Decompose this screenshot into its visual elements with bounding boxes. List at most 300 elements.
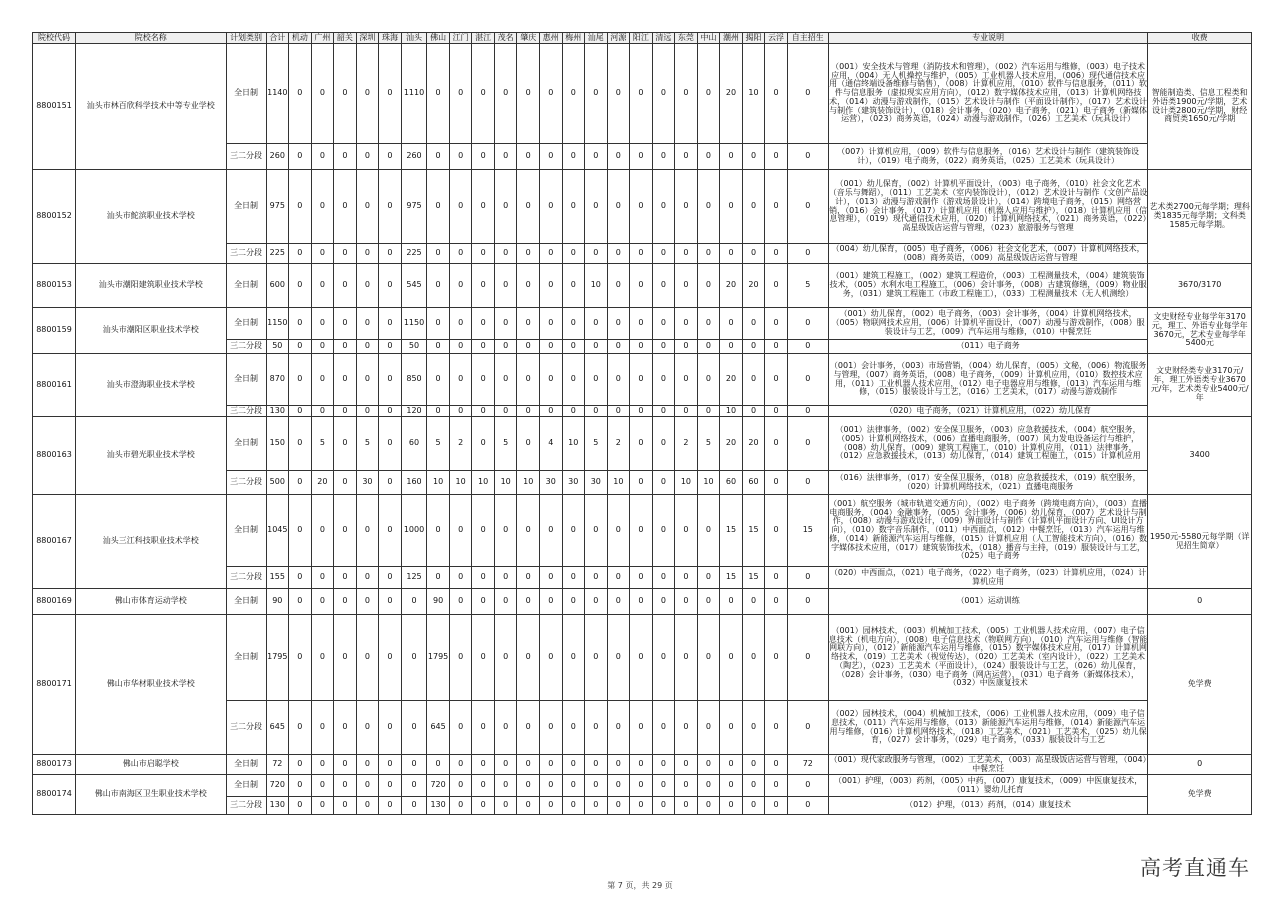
- plan-type: 全日制: [226, 264, 266, 308]
- quota-cell: 0: [494, 406, 517, 417]
- quota-cell: 0: [742, 589, 765, 615]
- quota-cell: 0: [585, 775, 608, 797]
- quota-cell: 0: [787, 170, 828, 244]
- quota-cell: 0: [379, 471, 402, 495]
- column-header: 机动: [289, 33, 312, 44]
- quota-cell: 0: [787, 701, 828, 755]
- quota-cell: 10: [697, 471, 720, 495]
- quota-cell: 10: [607, 471, 630, 495]
- quota-cell: 30: [356, 471, 379, 495]
- quota-cell: 0: [720, 797, 743, 815]
- quota-cell: 0: [652, 567, 675, 589]
- quota-cell: 0: [311, 340, 334, 354]
- page-footer: 第 7 页，共 29 页: [607, 881, 673, 890]
- quota-cell: 0: [379, 701, 402, 755]
- quota-cell: 130: [427, 797, 450, 815]
- quota-cell: 0: [494, 170, 517, 244]
- plan-type: 三二分段: [226, 701, 266, 755]
- quota-cell: 0: [356, 406, 379, 417]
- quota-cell: 0: [334, 144, 357, 170]
- quota-cell: 0: [334, 308, 357, 340]
- quota-cell: 0: [517, 406, 540, 417]
- quota-cell: 0: [289, 144, 312, 170]
- quota-cell: 0: [379, 775, 402, 797]
- major-description: （020）中西面点，（021）电子商务，（022）电子商务，（023）计算机应用，（024）计算机应用: [828, 567, 1148, 589]
- column-header: 佛山: [427, 33, 450, 44]
- quota-cell: 0: [334, 589, 357, 615]
- quota-cell: 0: [675, 244, 698, 264]
- quota-cell: 0: [630, 417, 653, 471]
- major-description: （001）护理，（003）药剂，（005）中药，（007）康复技术，（009）中医康复技术，（011）婴幼儿托育: [828, 775, 1148, 797]
- quota-cell: 0: [607, 495, 630, 567]
- quota-cell: 0: [449, 340, 472, 354]
- quota-cell: 5: [311, 417, 334, 471]
- quota-cell: 0: [652, 406, 675, 417]
- quota-cell: 0: [379, 44, 402, 144]
- school-name: 汕头市林百欣科学技术中等专业学校: [76, 44, 227, 170]
- quota-cell: 0: [494, 144, 517, 170]
- quota-cell: 0: [334, 264, 357, 308]
- quota-cell: 0: [652, 170, 675, 244]
- quota-cell: 0: [379, 144, 402, 170]
- school-code: 8800161: [33, 354, 76, 417]
- quota-cell: 0: [652, 244, 675, 264]
- quota-cell: 0: [494, 495, 517, 567]
- quota-cell: 0: [472, 354, 495, 406]
- quota-cell: 0: [562, 797, 585, 815]
- quota-cell: 0: [311, 354, 334, 406]
- quota-cell: 0: [765, 308, 788, 340]
- quota-cell: 0: [356, 44, 379, 144]
- quota-cell: 0: [334, 417, 357, 471]
- major-description: （001）建筑工程施工，（002）建筑工程造价，（003）工程测量技术，（004）建筑装饰技术，（005）水利水电工程施工，（006）会计事务，（008）古建筑修缮，（009）物业服务，（031）建筑工程施工（市政工程施工），（033）工程测量技术（无人机测绘）: [828, 264, 1148, 308]
- quota-cell: 0: [334, 701, 357, 755]
- quota-cell: 0: [472, 589, 495, 615]
- major-description: （001）园林技术，（003）机械加工技术，（005）工业机器人技术应用，（007）电子信息技术（机电方向），（008）电子信息技术（物联网方向），（010）汽车运用与维修（智能网联方向），（012）新能源汽车运用与维修，（015）数字媒体技术应用，（017）计算机网络技术，（019）工艺美术（视觉传达），（020）工艺美术（室内设计），（022）工艺美术（陶艺），（023）工艺美术（平面设计），（024）服装设计与工艺，（026）幼儿保育，（028）会计事务，（030）电子商务（网店运营），（031）电子商务（新媒体技术），（032）中医康复技术: [828, 615, 1148, 701]
- quota-cell: 0: [334, 340, 357, 354]
- quota-cell: 0: [562, 406, 585, 417]
- quota-cell: 0: [562, 615, 585, 701]
- quota-cell: 0: [379, 340, 402, 354]
- quota-cell: 0: [472, 264, 495, 308]
- quota-cell: 15: [720, 567, 743, 589]
- quota-cell: 0: [562, 701, 585, 755]
- quota-cell: 0: [334, 495, 357, 567]
- quota-cell: 0: [494, 244, 517, 264]
- quota-cell: 0: [379, 406, 402, 417]
- quota-cell: 0: [289, 589, 312, 615]
- quota-cell: 0: [675, 495, 698, 567]
- quota-cell: 0: [472, 44, 495, 144]
- table-row: [33, 417, 1252, 471]
- table-row: [33, 354, 1252, 406]
- quota-cell: 15: [742, 495, 765, 567]
- quota-cell: 0: [652, 340, 675, 354]
- column-header: 梅州: [562, 33, 585, 44]
- quota-cell: 0: [765, 244, 788, 264]
- tuition-fee: 智能制造类、信息工程类和外语类1900元/学期，艺术设计类2800元/学期，财经商贸类1650元/学期: [1148, 44, 1252, 170]
- quota-cell: 130: [266, 797, 289, 815]
- quota-cell: 0: [742, 755, 765, 775]
- quota-cell: 0: [517, 44, 540, 144]
- plan-type: 全日制: [226, 308, 266, 340]
- quota-cell: 20: [720, 417, 743, 471]
- school-name: 佛山市体育运动学校: [76, 589, 227, 615]
- quota-cell: 0: [697, 144, 720, 170]
- quota-cell: 0: [356, 308, 379, 340]
- quota-cell: 0: [427, 340, 450, 354]
- quota-cell: 0: [630, 615, 653, 701]
- quota-cell: 720: [266, 775, 289, 797]
- quota-cell: 0: [427, 406, 450, 417]
- quota-cell: 0: [356, 170, 379, 244]
- quota-cell: 0: [697, 615, 720, 701]
- quota-cell: 5: [697, 417, 720, 471]
- quota-cell: 20: [311, 471, 334, 495]
- quota-cell: 0: [630, 701, 653, 755]
- school-name: 汕头市澄海职业技术学校: [76, 354, 227, 417]
- quota-cell: 0: [585, 615, 608, 701]
- quota-cell: 0: [765, 354, 788, 406]
- quota-cell: 0: [607, 567, 630, 589]
- plan-type: 三二分段: [226, 797, 266, 815]
- quota-cell: 0: [720, 244, 743, 264]
- quota-cell: 0: [472, 495, 495, 567]
- quota-cell: 0: [401, 589, 427, 615]
- quota-cell: 0: [289, 471, 312, 495]
- quota-cell: 0: [311, 567, 334, 589]
- quota-cell: 72: [266, 755, 289, 775]
- column-header: 惠州: [539, 33, 562, 44]
- quota-cell: 0: [562, 340, 585, 354]
- school-code: 8800173: [33, 755, 76, 775]
- quota-cell: 0: [607, 615, 630, 701]
- quota-cell: 0: [585, 170, 608, 244]
- column-header: 江门: [449, 33, 472, 44]
- quota-cell: 0: [607, 797, 630, 815]
- quota-cell: 15: [742, 567, 765, 589]
- quota-cell: 870: [266, 354, 289, 406]
- quota-cell: 0: [675, 354, 698, 406]
- quota-cell: 0: [697, 244, 720, 264]
- plan-type: 全日制: [226, 417, 266, 471]
- quota-cell: 0: [356, 567, 379, 589]
- quota-cell: 0: [607, 264, 630, 308]
- quota-cell: 0: [311, 755, 334, 775]
- quota-cell: 20: [720, 354, 743, 406]
- quota-cell: 0: [289, 797, 312, 815]
- quota-cell: 600: [266, 264, 289, 308]
- quota-cell: 0: [289, 170, 312, 244]
- quota-cell: 0: [697, 308, 720, 340]
- quota-cell: 0: [720, 340, 743, 354]
- quota-cell: 0: [742, 701, 765, 755]
- quota-cell: 0: [585, 495, 608, 567]
- quota-cell: 0: [652, 775, 675, 797]
- quota-cell: 0: [472, 755, 495, 775]
- quota-cell: 120: [401, 406, 427, 417]
- quota-cell: 10: [472, 471, 495, 495]
- quota-cell: 0: [652, 144, 675, 170]
- major-description: （002）园林技术，（004）机械加工技术，（006）工业机器人技术应用，（009）电子信息技术，（011）汽车运用与维修，（013）新能源汽车运用与维修，（014）新能源汽车运用与维修，（016）计算机网络技术，（018）工艺美术，（021）工艺美术，（025）幼儿保育，（027）会计事务，（029）电子商务，（033）服装设计与工艺: [828, 701, 1148, 755]
- major-description: （007）计算机应用，（009）软件与信息服务，（016）艺术设计与制作（建筑装饰设计），（019）电子商务，（022）商务英语，（025）工艺美术（玩具设计）: [828, 144, 1148, 170]
- school-code: 8800171: [33, 615, 76, 755]
- quota-cell: 0: [652, 44, 675, 144]
- school-name: 佛山市南海区卫生职业技术学校: [76, 775, 227, 815]
- quota-cell: 160: [401, 471, 427, 495]
- quota-cell: 0: [787, 615, 828, 701]
- quota-cell: 90: [266, 589, 289, 615]
- quota-cell: 0: [539, 170, 562, 244]
- quota-cell: 0: [379, 755, 402, 775]
- quota-cell: 0: [289, 406, 312, 417]
- quota-cell: 0: [787, 797, 828, 815]
- quota-cell: 0: [652, 354, 675, 406]
- quota-cell: 0: [630, 354, 653, 406]
- quota-cell: 30: [539, 471, 562, 495]
- quota-cell: 0: [585, 701, 608, 755]
- quota-cell: 0: [720, 755, 743, 775]
- column-header: 河源: [607, 33, 630, 44]
- quota-cell: 0: [379, 417, 402, 471]
- school-code: 8800163: [33, 417, 76, 495]
- school-name: 汕头市潮阳区职业技术学校: [76, 308, 227, 354]
- quota-cell: 0: [630, 264, 653, 308]
- quota-cell: 0: [697, 406, 720, 417]
- quota-cell: 0: [311, 244, 334, 264]
- quota-cell: 0: [697, 775, 720, 797]
- quota-cell: 0: [585, 406, 608, 417]
- quota-cell: 850: [401, 354, 427, 406]
- quota-cell: 60: [742, 471, 765, 495]
- quota-cell: 0: [630, 495, 653, 567]
- quota-cell: 0: [494, 797, 517, 815]
- quota-cell: 0: [697, 755, 720, 775]
- quota-cell: 0: [494, 701, 517, 755]
- quota-cell: 0: [517, 701, 540, 755]
- quota-cell: 0: [720, 308, 743, 340]
- quota-cell: 0: [427, 170, 450, 244]
- column-header: 清远: [652, 33, 675, 44]
- quota-cell: 0: [630, 170, 653, 244]
- quota-cell: 0: [585, 340, 608, 354]
- quota-cell: 0: [585, 44, 608, 144]
- quota-cell: 0: [427, 567, 450, 589]
- quota-cell: 0: [289, 244, 312, 264]
- quota-cell: 0: [311, 797, 334, 815]
- quota-cell: 0: [652, 417, 675, 471]
- quota-cell: 0: [334, 775, 357, 797]
- quota-cell: 0: [311, 264, 334, 308]
- quota-cell: 0: [427, 44, 450, 144]
- school-name: 佛山市启聪学校: [76, 755, 227, 775]
- quota-cell: 0: [472, 417, 495, 471]
- quota-cell: 0: [449, 615, 472, 701]
- quota-cell: 150: [266, 417, 289, 471]
- quota-cell: 0: [289, 495, 312, 567]
- quota-cell: 0: [427, 495, 450, 567]
- table-row: [33, 775, 1252, 797]
- quota-cell: 0: [787, 406, 828, 417]
- quota-cell: 0: [356, 495, 379, 567]
- quota-cell: 0: [539, 308, 562, 340]
- tuition-fee: 免学费: [1148, 615, 1252, 755]
- quota-cell: 0: [427, 144, 450, 170]
- quota-cell: 0: [720, 589, 743, 615]
- quota-cell: 5: [585, 417, 608, 471]
- school-name: 佛山市华材职业技术学校: [76, 615, 227, 755]
- school-code: 8800169: [33, 589, 76, 615]
- quota-cell: 0: [787, 417, 828, 471]
- quota-cell: 0: [742, 340, 765, 354]
- quota-cell: 0: [697, 701, 720, 755]
- quota-cell: 1150: [401, 308, 427, 340]
- tuition-fee: 0: [1148, 589, 1252, 615]
- column-header: 湛江: [472, 33, 495, 44]
- quota-cell: 0: [356, 354, 379, 406]
- quota-cell: 0: [379, 495, 402, 567]
- tuition-fee: 文史财经专业每学年3170元，理工、外语专业每学年3670元，艺术专业每学年5400元: [1148, 308, 1252, 354]
- quota-cell: 0: [517, 144, 540, 170]
- quota-cell: 0: [585, 567, 608, 589]
- table-row: [33, 308, 1252, 340]
- quota-cell: 0: [472, 406, 495, 417]
- quota-cell: 0: [675, 567, 698, 589]
- quota-cell: 2: [607, 417, 630, 471]
- quota-cell: 260: [266, 144, 289, 170]
- plan-type: 全日制: [226, 775, 266, 797]
- quota-cell: 0: [427, 244, 450, 264]
- plan-type: 全日制: [226, 589, 266, 615]
- quota-cell: 0: [472, 144, 495, 170]
- quota-cell: 0: [539, 615, 562, 701]
- quota-cell: 0: [675, 44, 698, 144]
- quota-cell: 0: [517, 417, 540, 471]
- quota-cell: 0: [401, 701, 427, 755]
- quota-cell: 0: [449, 775, 472, 797]
- quota-cell: 0: [289, 354, 312, 406]
- quota-cell: 0: [334, 471, 357, 495]
- quota-cell: 0: [720, 775, 743, 797]
- quota-cell: 0: [311, 701, 334, 755]
- quota-cell: 0: [630, 308, 653, 340]
- quota-cell: 0: [742, 308, 765, 340]
- quota-cell: 0: [334, 44, 357, 144]
- quota-cell: 0: [742, 354, 765, 406]
- quota-cell: 0: [742, 144, 765, 170]
- quota-cell: 0: [607, 589, 630, 615]
- major-description: （001）运动训练: [828, 589, 1148, 615]
- quota-cell: 0: [472, 244, 495, 264]
- quota-cell: 0: [517, 567, 540, 589]
- quota-cell: 0: [607, 170, 630, 244]
- quota-cell: 0: [630, 406, 653, 417]
- quota-cell: 0: [652, 495, 675, 567]
- school-name: 汕头市鮀滨职业技术学校: [76, 170, 227, 264]
- quota-cell: 50: [401, 340, 427, 354]
- quota-cell: 0: [765, 44, 788, 144]
- quota-cell: 0: [472, 775, 495, 797]
- quota-cell: 0: [697, 567, 720, 589]
- quota-cell: 0: [379, 567, 402, 589]
- major-description: （011）电子商务: [828, 340, 1148, 354]
- quota-cell: 0: [539, 144, 562, 170]
- quota-cell: 0: [517, 615, 540, 701]
- quota-cell: 0: [787, 354, 828, 406]
- school-code: 8800153: [33, 264, 76, 308]
- quota-cell: 0: [675, 144, 698, 170]
- quota-cell: 0: [607, 406, 630, 417]
- watermark: 高考直通车: [1140, 856, 1250, 880]
- quota-cell: 20: [742, 264, 765, 308]
- table-header-row: [33, 33, 1252, 44]
- quota-cell: 0: [494, 264, 517, 308]
- quota-cell: 0: [585, 144, 608, 170]
- column-header: 广州: [311, 33, 334, 44]
- school-code: 8800151: [33, 44, 76, 170]
- tuition-fee: 艺术类2700元每学期；理科类1835元每学期；文科类1585元每学期。: [1148, 170, 1252, 264]
- quota-cell: 0: [449, 406, 472, 417]
- quota-cell: 0: [311, 589, 334, 615]
- quota-cell: 0: [494, 755, 517, 775]
- tuition-fee: 3670/3170: [1148, 264, 1252, 308]
- quota-cell: 645: [266, 701, 289, 755]
- quota-cell: 975: [401, 170, 427, 244]
- quota-cell: 0: [652, 308, 675, 340]
- quota-cell: 0: [472, 615, 495, 701]
- column-header: 韶关: [334, 33, 357, 44]
- quota-cell: 15: [720, 495, 743, 567]
- quota-cell: 0: [675, 340, 698, 354]
- quota-cell: 0: [289, 340, 312, 354]
- quota-cell: 0: [765, 797, 788, 815]
- quota-cell: 0: [379, 308, 402, 340]
- quota-cell: 10: [720, 406, 743, 417]
- table-row: [33, 589, 1252, 615]
- quota-cell: 0: [356, 775, 379, 797]
- quota-cell: 0: [517, 775, 540, 797]
- quota-cell: 0: [539, 340, 562, 354]
- quota-cell: 0: [630, 44, 653, 144]
- quota-cell: 0: [787, 308, 828, 340]
- quota-cell: 0: [449, 44, 472, 144]
- column-header: 合计: [266, 33, 289, 44]
- quota-cell: 0: [401, 615, 427, 701]
- quota-cell: 10: [562, 417, 585, 471]
- plan-type: 三二分段: [226, 471, 266, 495]
- column-header: 珠海: [379, 33, 402, 44]
- quota-cell: 0: [675, 797, 698, 815]
- table-row: [33, 755, 1252, 775]
- quota-cell: 0: [356, 701, 379, 755]
- quota-cell: 0: [427, 264, 450, 308]
- tuition-fee: 文史财经类专业3170元/年，理工外语类专业3670元/年，艺术类专业5400元/年: [1148, 354, 1252, 417]
- plan-type: 全日制: [226, 354, 266, 406]
- quota-cell: 0: [787, 340, 828, 354]
- quota-cell: 0: [585, 797, 608, 815]
- quota-cell: 90: [427, 589, 450, 615]
- quota-cell: 0: [697, 495, 720, 567]
- quota-cell: 0: [449, 264, 472, 308]
- column-header: 计划类别: [226, 33, 266, 44]
- quota-cell: 0: [607, 701, 630, 755]
- major-description: （001）安全技术与管理（消防技术和管理），（002）汽车运用与维修，（003）电子技术应用，（004）无人机操控与维护，（005）工业机器人技术应用，（006）现代通信技术应用（通信终端设备维修与销售），（008）计算机应用，（010）软件与信息服务，（011）软件与信息服务（虚拟现实应用方向），（012）数字媒体技术应用，（013）计算机网络技术，（014）动漫与游戏制作，（015）艺术设计与制作（平面设计制作），（017）艺术设计与制作（建筑装饰设计），（018）会计事务，（020）电子商务，（021）电子商务（新媒体运营），（023）商务英语，（024）动漫与游戏制作，（026）工艺美术（玩具设计）: [828, 44, 1148, 144]
- quota-cell: 0: [449, 701, 472, 755]
- quota-cell: 0: [494, 775, 517, 797]
- quota-cell: 975: [266, 170, 289, 244]
- quota-cell: 0: [742, 797, 765, 815]
- quota-cell: 0: [334, 615, 357, 701]
